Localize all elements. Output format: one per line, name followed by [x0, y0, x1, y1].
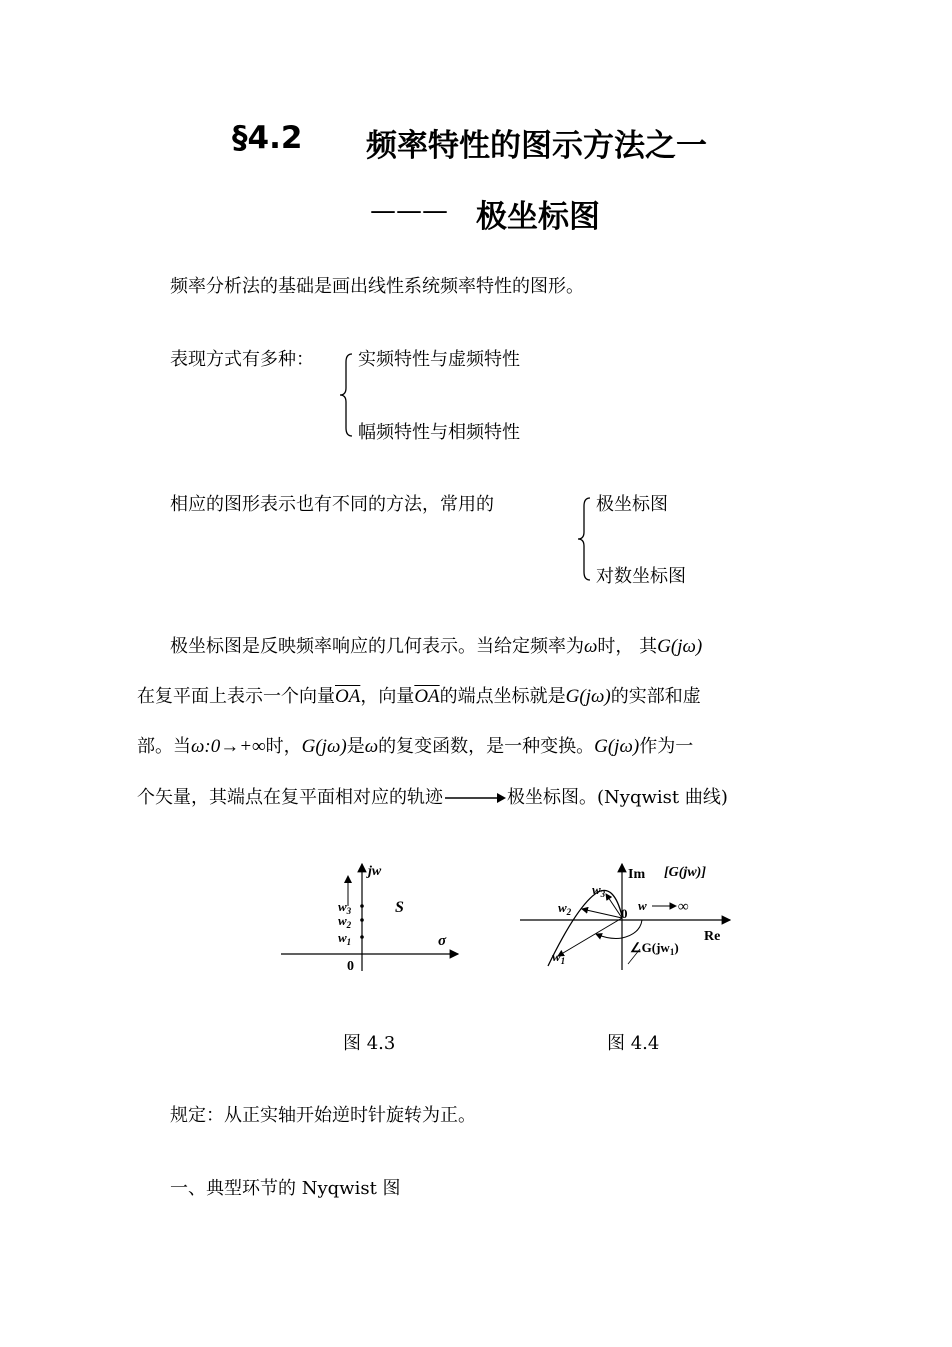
methods-item-1: 极坐标图 [596, 494, 668, 515]
methods-item-2: 对数坐标图 [596, 566, 686, 587]
methods-lead: 相应的图形表示也有不同的方法，常用的 [170, 494, 494, 515]
brace-icon [338, 352, 358, 438]
svg-text:0: 0 [347, 959, 354, 974]
svg-text:w: w [638, 898, 647, 913]
figure-4-4 [518, 854, 748, 976]
paragraph-polar-line-1: 极坐标图是反映频率响应的几何表示。当给定频率为ω时， 其G(jω) [170, 636, 703, 657]
svg-text:∞: ∞ [678, 899, 689, 915]
paragraph-polar-line-4: 个矢量，其端点在复平面相对应的轨迹 极坐标图。(Nyqwist 曲线) [137, 787, 728, 808]
arrow-right-icon [443, 791, 507, 805]
section-heading-typical: 一、典型环节的 Nyqwist 图 [170, 1178, 401, 1199]
svg-text:w2: $w_2$ [558, 900, 572, 917]
figure-4-3-caption: 图 4.3 [343, 1033, 396, 1054]
s-plane-label: S [395, 899, 404, 916]
page-title: 频率特性的图示方法之一 [366, 128, 707, 164]
svg-text:w2: $w_2$ [338, 913, 352, 930]
representation-item-2: 幅频特性与相频特性 [358, 422, 520, 443]
svg-text:w1: $w_1$ [552, 949, 566, 966]
brace-icon-2 [576, 496, 596, 582]
paragraph-intro: 频率分析法的基础是画出线性系统频率特性的图形。 [170, 276, 584, 297]
im-label: Im [628, 867, 646, 882]
re-label: Re [704, 929, 721, 944]
paragraph-polar-line-2: 在复平面上表示一个向量$\overline{OA}$，向量$\overline{OA}$的端点坐标就是G(jω)的实部和虚 [137, 686, 701, 707]
jw-label: jw [368, 864, 382, 879]
svg-text:0: 0 [621, 906, 628, 921]
svg-text:∠G(jw1): $\angle G(jw_1)$ [630, 940, 679, 957]
representation-lead: 表现方式有多种： [170, 349, 314, 370]
figure-4-4-caption: 图 4.4 [607, 1033, 660, 1054]
svg-text:w3: $w_3$ [592, 882, 606, 899]
representation-item-1: 实频特性与虚频特性 [358, 349, 520, 370]
paragraph-rule: 规定：从正实轴开始逆时针旋转为正。 [170, 1105, 476, 1126]
paragraph-polar-line-3: 部。当ω:0→+∞时，G(jω)是ω的复变函数，是一种变换。G(jω)作为一 [137, 736, 694, 757]
section-number: §4.2 [232, 120, 303, 156]
svg-text:w3: $w_3$ [338, 899, 352, 916]
svg-text:w1: $w_1$ [338, 930, 352, 947]
title-dash: ——— [370, 196, 448, 226]
sigma-label: σ [438, 933, 447, 949]
gjw-label: [G(jw)] [664, 865, 706, 880]
page-subtitle: 极坐标图 [476, 199, 600, 235]
figure-4-3 [278, 856, 468, 976]
